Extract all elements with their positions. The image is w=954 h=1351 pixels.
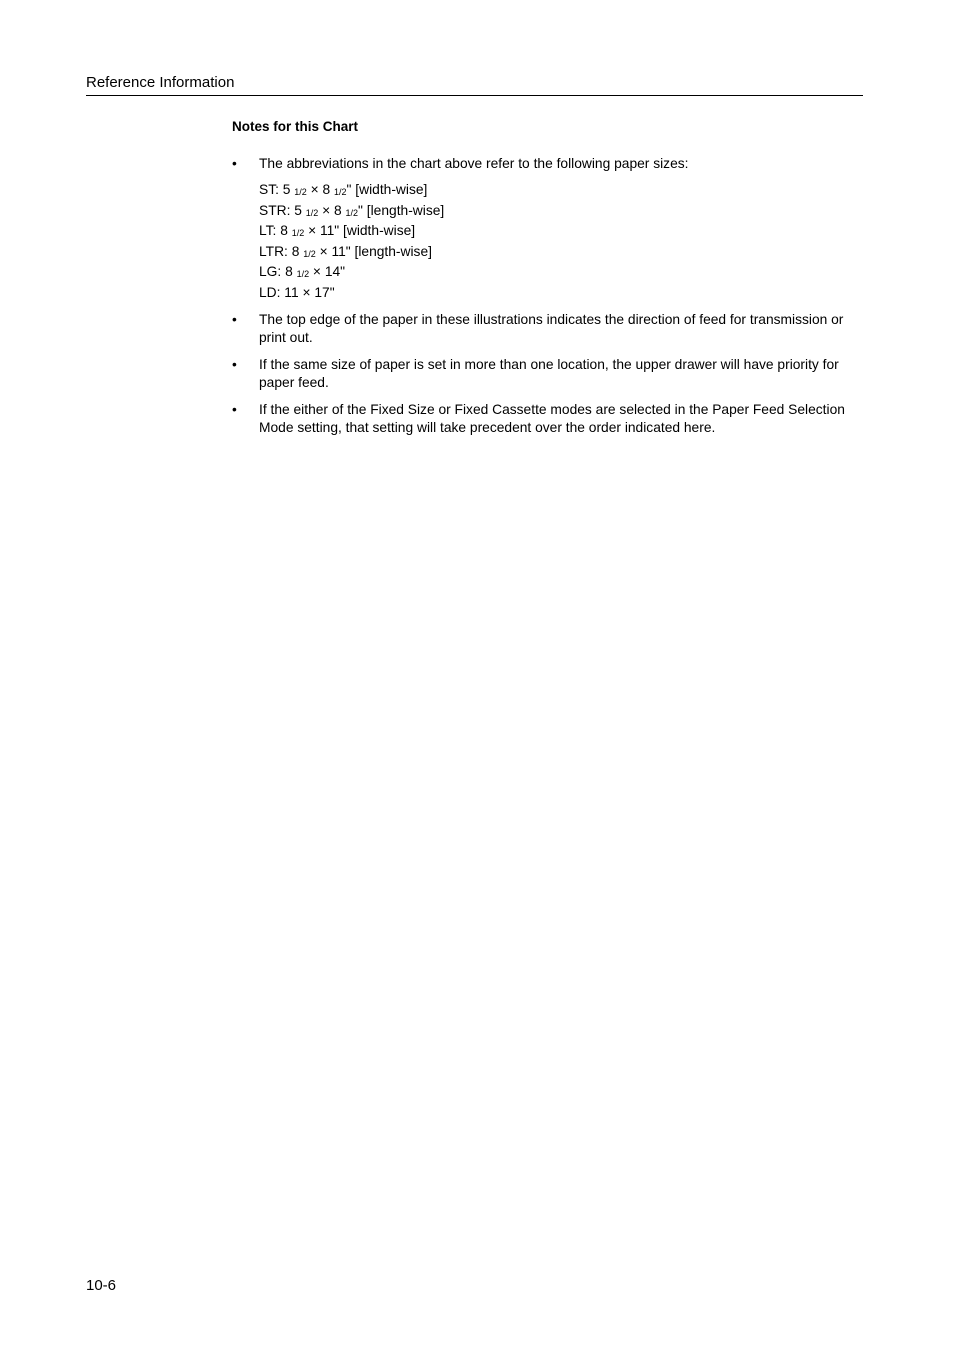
bullet-text: The abbreviations in the chart above refer to the following paper sizes: xyxy=(259,156,689,171)
bullet-text: If the either of the Fixed Size or Fixed Cassette modes are selected in the Paper Feed Selection Mode setting, that setting will take precedent over the order indicated here. xyxy=(259,401,845,435)
size-ltr: LTR: 8 1/2 × 11" [length-wise] xyxy=(259,243,432,259)
bullet-icon: • xyxy=(232,311,237,327)
page-number: 10-6 xyxy=(86,1277,117,1294)
bullet-text: The top edge of the paper in these illustrations indicates the direction of feed for transmission or print out. xyxy=(259,311,844,345)
bullet-item xyxy=(232,356,864,392)
header-title: Reference Information xyxy=(86,74,235,91)
size-lg: LG: 8 1/2 × 14" xyxy=(259,264,346,280)
fraction: 1/2 xyxy=(305,207,319,218)
bullet-text: If the same size of paper is set in more than one location, the upper drawer will have priority for paper feed. xyxy=(259,356,839,390)
bullet-item xyxy=(232,155,864,302)
bullet-item xyxy=(232,401,864,437)
size-str: STR: 5 1/2 × 8 1/2" [length-wise] xyxy=(259,202,445,218)
fraction: 1/2 xyxy=(294,187,307,197)
section-title: Notes for this Chart xyxy=(232,119,359,134)
fraction: 1/2 xyxy=(334,187,347,197)
paper-size-list xyxy=(259,181,864,302)
size-lt: LT: 8 1/2 × 11" [width-wise] xyxy=(259,223,416,239)
size-st: ST: 5 1/2 × 8 1/2" [width-wise] xyxy=(259,182,428,197)
fraction: 1/2 xyxy=(291,228,305,239)
size-ld: LD: 11 × 17" xyxy=(259,284,335,300)
bullet-item xyxy=(232,311,864,347)
fraction: 1/2 xyxy=(303,248,316,259)
fraction: 1/2 xyxy=(296,269,310,280)
page-header xyxy=(86,73,863,96)
bullet-icon: • xyxy=(232,356,237,372)
bullet-icon: • xyxy=(232,401,237,417)
fraction: 1/2 xyxy=(345,207,359,218)
notes-section xyxy=(232,118,864,446)
bullet-icon: • xyxy=(232,156,237,171)
